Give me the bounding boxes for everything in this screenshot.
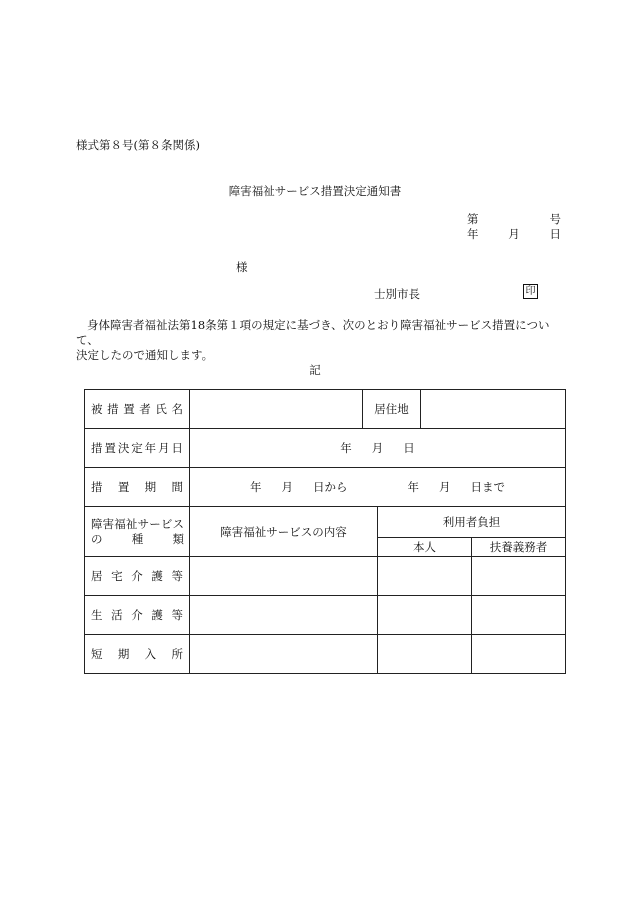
measure-table	[84, 389, 566, 674]
decision-year: 年	[340, 441, 352, 455]
document-number	[467, 211, 561, 227]
service-type-label	[85, 507, 190, 557]
decision-date-label: 措置決定年月日	[85, 429, 190, 468]
body-text	[76, 318, 566, 363]
period-day-to: 日まで	[470, 480, 506, 494]
period-year-to: 年	[407, 480, 420, 494]
table-row	[85, 468, 566, 507]
doc-no-suffix: 号	[549, 212, 561, 226]
recipient-name-cell	[190, 390, 363, 429]
self-cell	[378, 557, 472, 596]
body-line-2: 決定したので通知します。	[76, 348, 214, 362]
address-cell	[363, 390, 566, 429]
supporter-header: 扶養義務者	[472, 538, 566, 557]
supporter-cell	[472, 596, 566, 635]
service-row-label: 居宅介護等	[85, 557, 190, 596]
address-label: 居住地	[363, 390, 421, 428]
table-row	[85, 507, 566, 538]
supporter-cell	[472, 635, 566, 674]
document-title: 障害福祉サービス措置決定通知書	[228, 184, 402, 198]
doc-no-prefix: 第	[467, 212, 479, 226]
service-content-cell	[190, 635, 378, 674]
decision-date-cell	[190, 429, 566, 468]
document-date	[467, 226, 561, 242]
seal-box: 印	[523, 284, 538, 299]
service-type-line-1: 障害福祉サービス	[91, 516, 184, 531]
self-cell	[378, 635, 472, 674]
addressee-suffix: 様	[236, 260, 248, 274]
address-value	[421, 390, 565, 428]
record-heading: 記	[309, 363, 321, 377]
table-row	[85, 635, 566, 674]
decision-day: 日	[403, 441, 415, 455]
decision-month: 月	[371, 441, 384, 455]
service-type-line-2: の 種 類	[91, 531, 184, 546]
body-line-1: 身体障害者福祉法第18条第１項の規定に基づき、次のとおり障害福祉サービス措置について、	[76, 318, 550, 347]
table-row	[85, 557, 566, 596]
user-burden-header: 利用者負担	[378, 507, 566, 538]
recipient-name-label: 被措置者氏名	[85, 390, 190, 429]
period-month-from: 月	[281, 480, 294, 494]
service-content-header: 障害福祉サービスの内容	[190, 507, 378, 557]
table-row	[85, 429, 566, 468]
service-row-label: 短期入所	[85, 635, 190, 674]
table-row	[85, 390, 566, 429]
table-row	[85, 596, 566, 635]
service-content-cell	[190, 557, 378, 596]
date-year: 年	[467, 227, 479, 241]
date-day: 日	[549, 227, 561, 241]
supporter-cell	[472, 557, 566, 596]
period-month-to: 月	[439, 480, 451, 494]
issuer-name: 士別市長	[374, 287, 420, 301]
service-row-label: 生活介護等	[85, 596, 190, 635]
self-cell	[378, 596, 472, 635]
period-year-from: 年	[250, 480, 262, 494]
period-label: 措置期間	[85, 468, 190, 507]
service-content-cell	[190, 596, 378, 635]
period-day-from: 日から	[313, 480, 348, 494]
date-month: 月	[508, 227, 520, 241]
form-number: 様式第８号(第８条関係)	[76, 138, 200, 152]
period-cell	[190, 468, 566, 507]
self-header: 本人	[378, 538, 472, 557]
